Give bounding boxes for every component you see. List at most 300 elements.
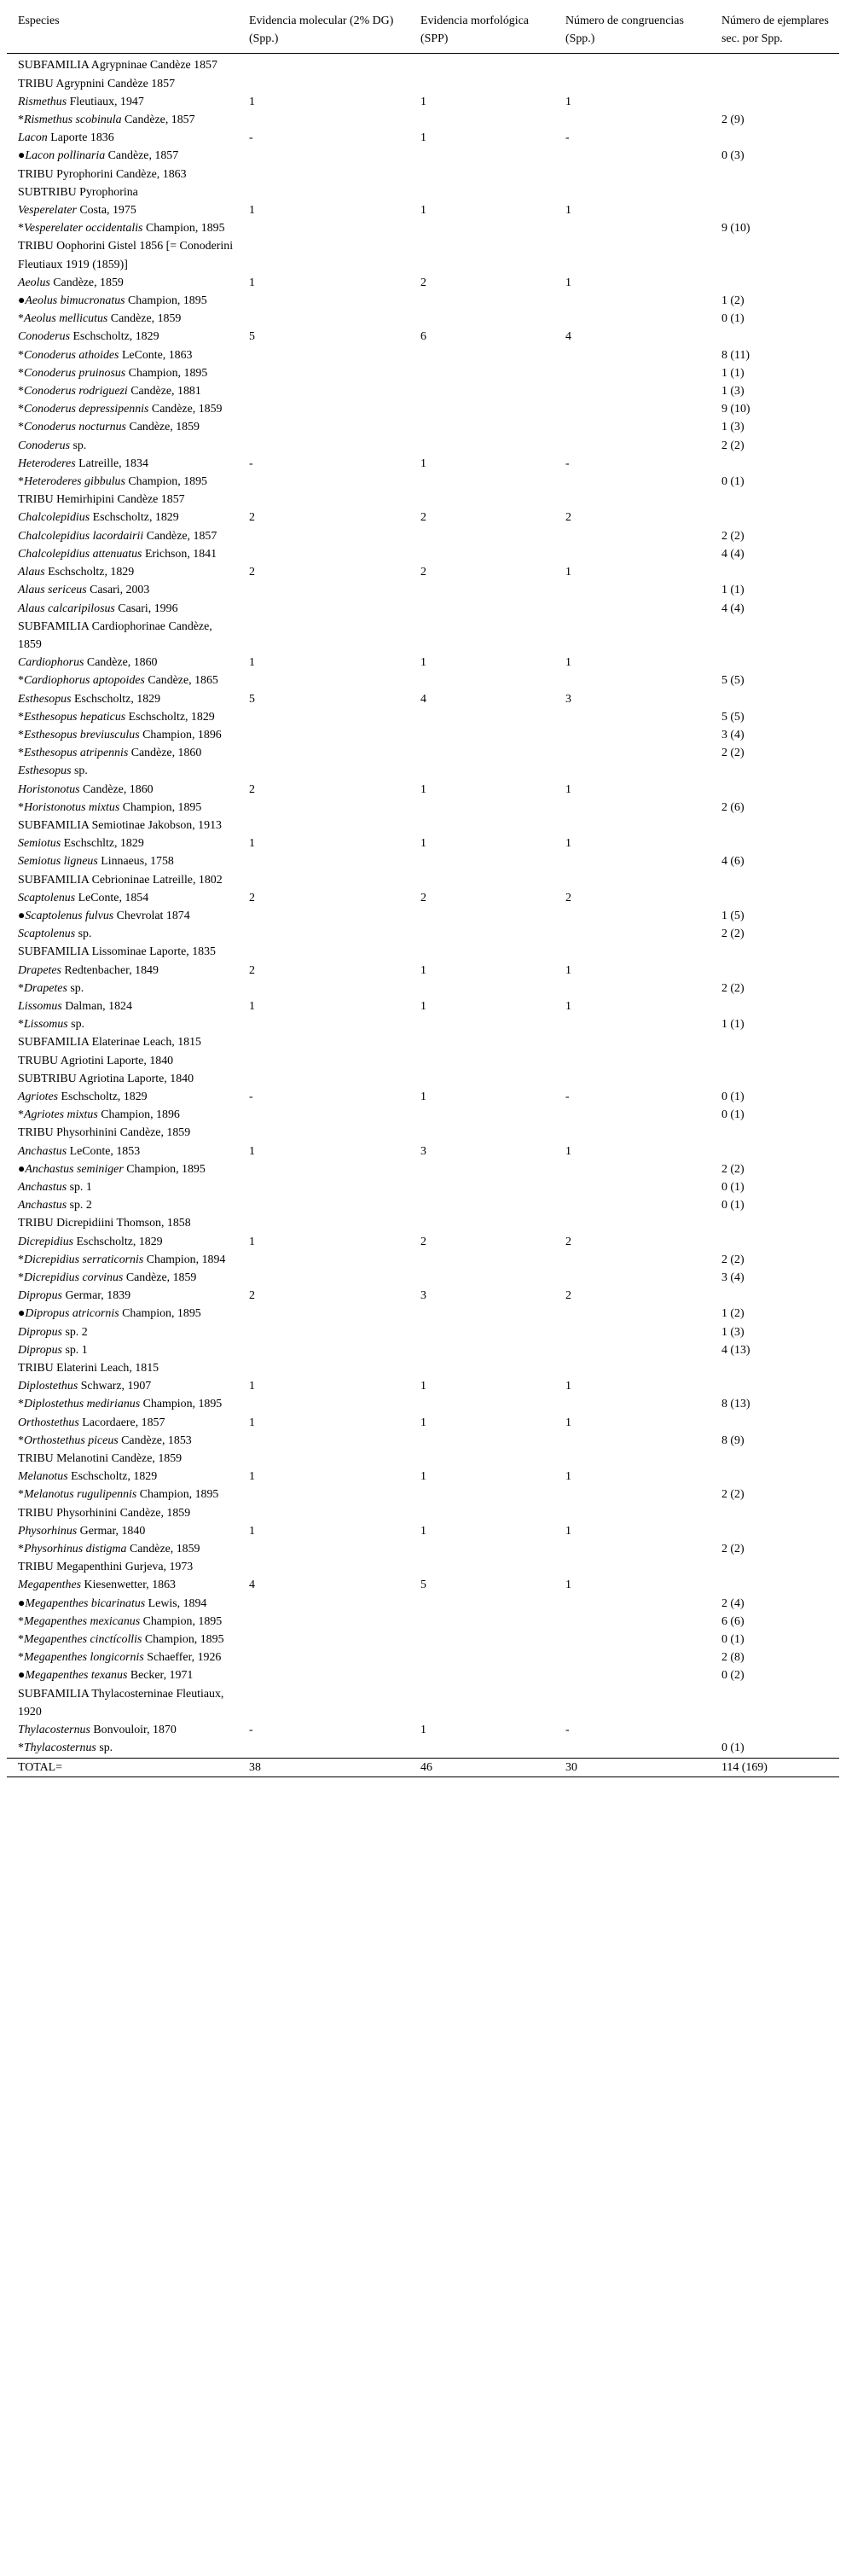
congruences-cell: 1 (565, 204, 571, 218)
molecular-cell (242, 437, 414, 455)
species-cell (7, 1178, 242, 1196)
morphological-cell (414, 1359, 559, 1377)
header-molecular: Evidencia molecular (2% DG) (Spp.) (242, 7, 414, 54)
morphological-cell: 2 (420, 1235, 426, 1248)
molecular-cell (242, 744, 414, 762)
molecular-cell (242, 237, 414, 273)
specimens-cell: 5 (5) (721, 710, 745, 724)
congruences-cell (559, 907, 715, 925)
molecular-cell: 2 (249, 891, 255, 904)
species-marker: ● (18, 909, 26, 922)
congruences-cell (559, 382, 715, 400)
table-row (7, 690, 839, 708)
species-cell (7, 744, 242, 762)
molecular-cell (242, 1305, 414, 1323)
congruences-cell (559, 400, 715, 418)
species-cell (7, 527, 242, 545)
species-cell (7, 1613, 242, 1631)
morphological-cell: 5 (420, 1579, 426, 1592)
molecular-cell (242, 473, 414, 491)
molecular-cell: 2 (249, 566, 255, 579)
species-marker: * (18, 366, 24, 380)
species-marker: * (18, 421, 24, 434)
species-authority: Champion, 1894 (143, 1253, 226, 1266)
morphological-cell (414, 310, 559, 328)
molecular-cell (242, 1450, 414, 1468)
table-row (7, 1595, 839, 1613)
species-cell (7, 455, 242, 473)
specimens-cell: 0 (1) (721, 1742, 745, 1755)
species-authority: SUBTRIBU Pyrophorina (18, 185, 138, 199)
species-authority: Eschscholtz, 1829 (125, 710, 215, 724)
species-cell (7, 1504, 242, 1522)
species-authority: Champion, 1895 (123, 1162, 206, 1176)
table-row (7, 600, 839, 618)
species-cell (7, 310, 242, 328)
congruences-cell: 1 (565, 1380, 571, 1393)
species-marker: * (18, 800, 24, 814)
total-morphological: 46 (414, 1758, 559, 1776)
specimens-cell (715, 889, 839, 907)
molecular-cell (242, 147, 414, 165)
specimens-cell (715, 1287, 839, 1305)
header-specimens: Número de ejemplares sec. por Spp. (715, 7, 839, 54)
morphological-cell: 2 (420, 566, 426, 579)
species-cell (7, 581, 242, 599)
morphological-cell: 1 (420, 963, 426, 977)
species-cell (7, 1269, 242, 1287)
congruences-cell (559, 744, 715, 762)
species-name: Horistonotus (18, 782, 80, 796)
specimens-cell: 4 (4) (721, 602, 745, 615)
morphological-cell: 1 (420, 1724, 426, 1737)
molecular-cell (242, 1359, 414, 1377)
congruences-cell (559, 672, 715, 689)
specimens-cell (715, 1359, 839, 1377)
specimens-cell: 1 (2) (721, 1307, 745, 1321)
species-name: Alaus sericeus (18, 584, 87, 597)
morphological-cell (414, 219, 559, 237)
table-row (7, 509, 839, 526)
species-cell (7, 1341, 242, 1359)
specimens-cell: 0 (3) (721, 149, 745, 163)
species-authority: Eschscholtz, 1829 (71, 692, 161, 706)
congruences-cell: 2 (565, 1289, 571, 1303)
specimens-cell: 2 (9) (721, 113, 745, 127)
table-row (7, 1522, 839, 1540)
molecular-cell: 1 (249, 276, 255, 289)
species-authority: Candèze, 1881 (127, 385, 201, 398)
congruences-cell (559, 1305, 715, 1323)
morphological-cell (414, 925, 559, 943)
specimens-cell: 1 (3) (721, 421, 745, 434)
morphological-cell (414, 1214, 559, 1232)
specimens-cell: 2 (2) (721, 439, 745, 452)
species-cell (7, 889, 242, 907)
specimens-cell: 2 (2) (721, 981, 745, 995)
table-row (7, 437, 839, 455)
table-row (7, 834, 839, 852)
species-cell (7, 980, 242, 997)
molecular-cell (242, 111, 414, 129)
morphological-cell: 1 (420, 656, 426, 670)
congruences-cell (559, 1631, 715, 1649)
congruences-cell (559, 1323, 715, 1341)
table-row (7, 762, 839, 780)
congruences-cell (559, 852, 715, 870)
table-row (7, 925, 839, 943)
species-name: Thylacosternus (23, 1742, 96, 1755)
molecular-cell (242, 310, 414, 328)
congruences-cell (559, 1504, 715, 1522)
species-name: Diplostethus medirianus (23, 1398, 141, 1411)
molecular-cell (242, 1106, 414, 1124)
congruences-cell (559, 1595, 715, 1613)
specimens-cell (715, 491, 839, 509)
morphological-cell: 1 (420, 999, 426, 1013)
species-name: Heteroderes gibbulus (23, 475, 125, 489)
species-cell (7, 328, 242, 346)
table-row (7, 1450, 839, 1468)
species-cell (7, 509, 242, 526)
table-row (7, 962, 839, 980)
table-row (7, 980, 839, 997)
species-authority: Champion, 1895 (119, 800, 202, 814)
species-name: Scaptolenus fulvus (25, 909, 114, 922)
molecular-cell (242, 1486, 414, 1503)
table-row (7, 1414, 839, 1432)
morphological-cell (414, 600, 559, 618)
molecular-cell (242, 527, 414, 545)
specimens-cell (715, 201, 839, 219)
species-marker: ● (18, 1307, 26, 1321)
specimens-cell: 4 (6) (721, 855, 745, 869)
species-name: Esthesopus hepaticus (23, 710, 126, 724)
morphological-cell (414, 1323, 559, 1341)
species-name: Physorhinus (18, 1524, 78, 1538)
congruences-cell: 2 (565, 1235, 571, 1248)
table-row (7, 364, 839, 382)
table-row (7, 618, 839, 654)
table-row (7, 799, 839, 817)
specimens-cell (715, 183, 839, 201)
morphological-cell (414, 75, 559, 93)
morphological-cell (414, 400, 559, 418)
molecular-cell: 1 (249, 204, 255, 218)
species-cell (7, 491, 242, 509)
species-authority: Candèze, 1859 (123, 1271, 197, 1285)
table-row (7, 672, 839, 689)
morphological-cell (414, 1052, 559, 1070)
table-row (7, 563, 839, 581)
morphological-cell: 1 (420, 1470, 426, 1484)
morphological-cell (414, 817, 559, 834)
specimens-cell (715, 962, 839, 980)
species-name: Melanotus (18, 1470, 68, 1484)
species-authority: Candèze, 1857 (105, 149, 179, 163)
table-row (7, 1359, 839, 1377)
table-row (7, 75, 839, 93)
species-cell (7, 654, 242, 672)
molecular-cell (242, 1649, 414, 1666)
molecular-cell (242, 1504, 414, 1522)
species-name: Dicrepidius (18, 1235, 74, 1248)
species-authority: TRIBU Agrypnini Candèze 1857 (18, 77, 176, 90)
species-cell (7, 871, 242, 889)
species-cell (7, 726, 242, 744)
congruences-cell (559, 237, 715, 273)
species-marker: * (18, 1018, 24, 1032)
species-authority: Champion, 1895 (119, 1307, 201, 1321)
molecular-cell: 2 (249, 782, 255, 796)
table-row (7, 871, 839, 889)
congruences-cell (559, 437, 715, 455)
species-authority: Candèze, 1859 (107, 312, 182, 326)
species-cell (7, 1052, 242, 1070)
header-congruences: Número de congruencias (Spp.) (559, 7, 715, 54)
specimens-cell (715, 1033, 839, 1051)
species-authority: Laporte 1836 (47, 131, 114, 145)
molecular-cell (242, 618, 414, 654)
specimens-cell: 2 (2) (721, 747, 745, 760)
species-authority: Candèze, 1860 (128, 747, 202, 760)
species-authority: Candèze, 1860 (84, 656, 158, 670)
molecular-cell (242, 491, 414, 509)
specimens-cell: 0 (1) (721, 1199, 745, 1212)
species-cell (7, 1033, 242, 1051)
total-specimens: 114 (169) (715, 1758, 839, 1776)
congruences-cell: - (565, 131, 570, 145)
morphological-cell (414, 1595, 559, 1613)
molecular-cell: - (249, 456, 253, 470)
morphological-cell (414, 799, 559, 817)
species-name: Esthesopus (18, 692, 72, 706)
table-body (7, 54, 839, 1758)
species-name: Anchastus (18, 1144, 67, 1158)
congruences-cell (559, 527, 715, 545)
morphological-cell: 1 (420, 204, 426, 218)
congruences-cell: 1 (565, 276, 571, 289)
molecular-cell (242, 418, 414, 436)
species-authority: TRIBU Elaterini Leach, 1815 (18, 1362, 159, 1375)
congruences-cell (559, 183, 715, 201)
species-authority: Eschscholtz, 1829 (69, 330, 159, 344)
table-footer (7, 1758, 839, 1776)
species-marker: * (18, 710, 24, 724)
species-cell (7, 1251, 242, 1269)
species-cell (7, 1576, 242, 1594)
specimens-cell: 0 (1) (721, 1633, 745, 1647)
morphological-cell (414, 1015, 559, 1033)
congruences-cell (559, 762, 715, 780)
species-cell (7, 1070, 242, 1088)
table-row (7, 654, 839, 672)
species-cell (7, 111, 242, 129)
species-name: Physorhinus distigma (23, 1543, 127, 1556)
table-row (7, 1649, 839, 1666)
molecular-cell (242, 166, 414, 183)
species-name: Dipropus (18, 1289, 62, 1303)
species-name: Semiotus ligneus (18, 855, 98, 869)
species-name: Conoderus (18, 330, 70, 344)
species-authority: Candèze, 1859 (49, 276, 124, 289)
specimens-cell (715, 1576, 839, 1594)
specimens-cell (715, 1070, 839, 1088)
species-cell (7, 147, 242, 165)
table-row (7, 1540, 839, 1558)
species-name: Scaptolenus (18, 891, 76, 904)
species-marker: * (18, 747, 24, 760)
table-row (7, 1196, 839, 1214)
species-cell (7, 997, 242, 1015)
species-authority: Champion, 1895 (125, 294, 207, 308)
molecular-cell (242, 400, 414, 418)
species-cell (7, 400, 242, 418)
table-row (7, 147, 839, 165)
morphological-cell: 6 (420, 330, 426, 344)
congruences-cell (559, 925, 715, 943)
table-row (7, 1558, 839, 1576)
specimens-cell: 9 (10) (721, 222, 750, 236)
specimens-cell: 1 (3) (721, 1325, 745, 1339)
congruences-cell: - (565, 1090, 570, 1103)
molecular-cell (242, 1160, 414, 1178)
species-name: Megapenthes longicornis (23, 1651, 144, 1665)
species-marker: * (18, 1614, 24, 1628)
table-row (7, 1576, 839, 1594)
species-authority: Champion, 1895 (136, 1488, 219, 1502)
species-name: Scaptolenus (18, 927, 76, 941)
table-row (7, 527, 839, 545)
molecular-cell (242, 852, 414, 870)
species-authority: Lewis, 1894 (145, 1596, 207, 1610)
specimens-cell (715, 1685, 839, 1721)
specimens-cell: 8 (13) (721, 1398, 750, 1411)
species-cell (7, 852, 242, 870)
molecular-cell: 1 (249, 1524, 255, 1538)
congruences-cell (559, 708, 715, 726)
morphological-cell (414, 473, 559, 491)
morphological-cell (414, 1613, 559, 1631)
congruences-cell (559, 943, 715, 961)
morphological-cell (414, 1666, 559, 1684)
molecular-cell: 1 (249, 1380, 255, 1393)
species-marker: ● (18, 294, 26, 308)
species-authority: Redtenbacher, 1849 (61, 963, 159, 977)
species-cell (7, 1450, 242, 1468)
species-marker: * (18, 222, 24, 236)
morphological-cell: 1 (420, 1090, 426, 1103)
morphological-cell (414, 980, 559, 997)
species-name: Anchastus seminiger (25, 1162, 124, 1176)
specimens-cell: 2 (2) (721, 1488, 745, 1502)
species-name: Dipropus atricornis (25, 1307, 119, 1321)
molecular-cell (242, 1739, 414, 1758)
specimens-cell (715, 997, 839, 1015)
morphological-cell: 1 (420, 95, 426, 108)
species-name: Aeolus bimucronatus (25, 294, 125, 308)
molecular-cell: 1 (249, 837, 255, 851)
species-authority: TRIBU Oophorini Gistel 1856 [= Conoderini Fleutiaux 1919 (1859)] (18, 240, 234, 271)
table-row (7, 166, 839, 183)
molecular-cell (242, 925, 414, 943)
species-marker: * (18, 981, 24, 995)
table-row (7, 111, 839, 129)
congruences-cell (559, 1106, 715, 1124)
morphological-cell: 1 (420, 1380, 426, 1393)
congruences-cell: 2 (565, 891, 571, 904)
congruences-cell (559, 1685, 715, 1721)
species-name: Conoderus rodriguezi (23, 385, 128, 398)
morphological-cell (414, 1033, 559, 1051)
specimens-cell: 3 (4) (721, 728, 745, 741)
specimens-cell (715, 166, 839, 183)
molecular-cell (242, 1178, 414, 1196)
species-name: Cardiophorus (18, 656, 84, 670)
species-cell (7, 1377, 242, 1395)
molecular-cell (242, 1613, 414, 1631)
species-cell (7, 907, 242, 925)
table-row (7, 1631, 839, 1649)
species-cell (7, 1305, 242, 1323)
molecular-cell (242, 1631, 414, 1649)
congruences-cell (559, 491, 715, 509)
species-marker: * (18, 1488, 24, 1502)
congruences-cell (559, 1341, 715, 1359)
species-name: Heteroderes (18, 456, 76, 470)
species-cell (7, 93, 242, 111)
congruences-cell: 4 (565, 330, 571, 344)
molecular-cell: 4 (249, 1579, 255, 1592)
header-species: Especies (7, 7, 242, 54)
species-cell (7, 563, 242, 581)
congruences-cell (559, 1196, 715, 1214)
species-authority: Fleutiaux, 1947 (67, 95, 144, 108)
morphological-cell (414, 762, 559, 780)
species-name: Drapetes (23, 981, 67, 995)
header-morphological: Evidencia morfológica (SPP) (414, 7, 559, 54)
congruences-cell (559, 1558, 715, 1576)
table-row (7, 1233, 839, 1251)
species-authority: Eschscholtz, 1829 (58, 1090, 148, 1103)
table-row (7, 1739, 839, 1758)
specimens-cell: 2 (2) (721, 529, 745, 543)
specimens-cell: 4 (13) (721, 1343, 750, 1357)
morphological-cell: 2 (420, 891, 426, 904)
molecular-cell: 1 (249, 1235, 255, 1248)
morphological-cell (414, 581, 559, 599)
species-marker: * (18, 1253, 24, 1266)
total-row (7, 1758, 839, 1776)
morphological-cell (414, 346, 559, 364)
species-authority: Candèze, 1853 (118, 1433, 192, 1447)
species-name: Agriotes (18, 1090, 59, 1103)
congruences-cell: 1 (565, 95, 571, 108)
species-name: Rismethus (18, 95, 67, 108)
species-authority: Candèze, 1857 (121, 113, 195, 127)
molecular-cell (242, 799, 414, 817)
morphological-cell (414, 852, 559, 870)
molecular-cell (242, 292, 414, 310)
table-row (7, 781, 839, 799)
species-cell (7, 545, 242, 563)
congruences-cell: 1 (565, 963, 571, 977)
species-name: Thylacosternus (18, 1724, 90, 1737)
table-row (7, 744, 839, 762)
table-row (7, 237, 839, 273)
molecular-cell (242, 1052, 414, 1070)
species-evidence-table (7, 7, 839, 1777)
